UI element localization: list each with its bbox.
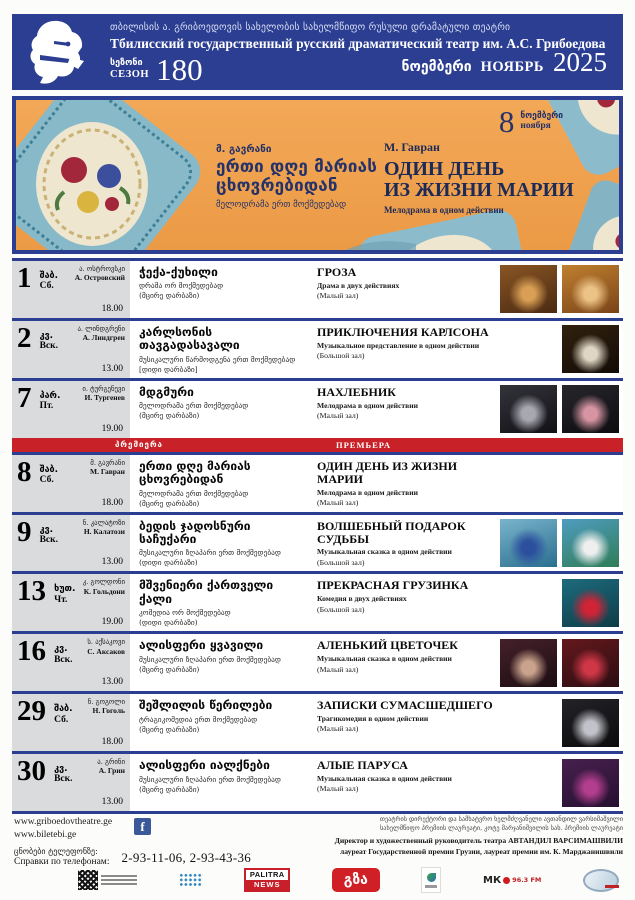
- date-cell: [12, 515, 130, 572]
- author-russian: М. Гавран: [90, 466, 125, 476]
- director-georgian-line2: სახელმწიფო პრემიის ლაურეატი, კოტე მარჯანიშვილის სახ. პრემიის ლაურეატი: [380, 824, 623, 832]
- genre-georgian: კომედია ორ მოქმედებად: [139, 608, 231, 618]
- genre-georgian: მუსიკალური ზღაპარი ერთ მოქმედებად: [139, 654, 281, 664]
- date-cell: [12, 574, 130, 631]
- weekday-russian: Сб.: [39, 281, 54, 292]
- photo-strip: [500, 694, 623, 751]
- weekday-russian: Вск.: [54, 774, 73, 785]
- hall-russian: (Малый зал): [317, 497, 359, 507]
- schedule-row: [12, 631, 623, 691]
- photo-strip: [500, 574, 623, 631]
- performance-photo: [500, 519, 557, 567]
- hall-russian: (Малый зал): [317, 784, 359, 794]
- weekday: [40, 271, 58, 292]
- genre-russian: Трагикомедия в одном действии: [317, 714, 429, 724]
- hall-georgian: (მცირე დარბაზი): [139, 411, 200, 421]
- title-cell-russian: [313, 261, 500, 318]
- featured-banner: [12, 96, 623, 254]
- schedule-row: [12, 751, 623, 811]
- director-russian-line1: Директор и художественный руководитель театра АВТАНДИЛ ВАРСИМАШВИЛИ: [334, 836, 623, 845]
- photo-strip: [500, 261, 623, 318]
- author: [97, 758, 125, 775]
- weekday-georgian: კვ.: [39, 524, 54, 535]
- weekday: [40, 331, 58, 352]
- featured-date: [499, 106, 563, 137]
- season-number: 180: [156, 52, 203, 87]
- author-georgian: მ. გავრანი: [90, 458, 125, 467]
- genre-russian: Музыкальная сказка в одном действии: [317, 654, 452, 664]
- title-cell-georgian: [130, 754, 313, 811]
- date-number: 30: [17, 755, 46, 788]
- author-georgian: ა. ოსტროვსკი: [79, 265, 125, 273]
- weekday-georgian: ხუთ.: [54, 584, 76, 595]
- weekday: [40, 525, 58, 546]
- genre-russian: Мелодрама в одном действии: [317, 487, 419, 497]
- weekday: [54, 704, 72, 725]
- photo-strip: [500, 754, 623, 811]
- title-russian: АЛЫЕ ПАРУСА: [317, 758, 408, 773]
- hall-georgian: (დიდი დარბაზი): [139, 618, 198, 628]
- author-georgian: კ. გოლდონი: [82, 578, 125, 587]
- palitra-news-logo: [244, 868, 290, 892]
- title-georgian: ალისფერი იალქნები: [139, 758, 270, 773]
- title-cell-georgian: [130, 321, 313, 378]
- date-cell: [12, 261, 130, 318]
- featured-title-russian-line2: ИЗ ЖИЗНИ МАРИИ: [384, 179, 574, 201]
- schedule: [12, 258, 623, 814]
- genre-georgian: დრამა ორ მოქმედებად: [139, 281, 224, 291]
- radio-frequency: 96.3 FM: [512, 876, 542, 884]
- date-number: 16: [17, 635, 46, 668]
- weekday-georgian: შაბ.: [39, 464, 59, 475]
- season-block: [110, 52, 203, 87]
- palitra-label: PALITRA: [246, 870, 288, 880]
- author-russian: А. Линдгрен: [82, 333, 125, 343]
- featured-author-russian: М. Гавран: [384, 140, 440, 154]
- facebook-icon[interactable]: f: [134, 818, 151, 835]
- author-russian: К. Гольдони: [83, 586, 125, 596]
- title-cell-russian: [313, 634, 500, 691]
- title-cell-georgian: [130, 515, 313, 572]
- weekday: [54, 584, 75, 605]
- theatre-name-georgian: თბილისის ა. გრიბოედოვის სახელობის სახელმწიფო რუსული დრამატული თეატრი: [110, 22, 511, 33]
- show-time: 13.00: [101, 677, 123, 688]
- partner-logos: [78, 866, 619, 894]
- author: [83, 578, 125, 595]
- author: [77, 325, 125, 342]
- title-russian: АЛЕНЬКИЙ ЦВЕТОЧЕК: [317, 638, 458, 653]
- date-cell: [12, 754, 130, 811]
- hall-russian: (Малый зал): [317, 291, 359, 301]
- photo-strip: [500, 515, 623, 572]
- show-time: 13.00: [101, 797, 123, 808]
- performance-photo: [500, 265, 557, 313]
- title-russian: ВОЛШЕБНЫЙ ПОДАРОК СУДЬБЫ: [317, 518, 466, 546]
- weekday-russian: Пт.: [39, 401, 54, 412]
- author: [83, 519, 125, 536]
- genre-georgian: ტრაგიკომედია ერთ მოქმედებად: [139, 714, 258, 724]
- weekday: [40, 391, 61, 412]
- hall-georgian: (მცირე დარბაზი): [139, 724, 200, 734]
- director-block: [283, 816, 623, 857]
- weekday-russian: Вск.: [39, 534, 58, 545]
- author: [90, 459, 125, 476]
- author-georgian: ა. გრინი: [97, 758, 125, 767]
- title-cell-russian: [313, 574, 500, 631]
- website-link-tickets[interactable]: www.biletebi.ge: [14, 829, 77, 840]
- weekday: [40, 465, 58, 486]
- hall-georgian: (მცირე დარბაზი): [139, 784, 200, 794]
- author-georgian: ნ. გოგოლი: [87, 698, 125, 707]
- featured-title-russian: [384, 159, 574, 201]
- hall-russian: (Большой зал): [317, 604, 365, 614]
- title-cell-georgian: [130, 455, 313, 512]
- author-russian: Н. Гоголь: [92, 706, 125, 716]
- date-number: 2: [17, 321, 32, 354]
- date-number: 9: [17, 515, 32, 548]
- date-number: 13: [17, 575, 46, 608]
- featured-date-day: 8: [498, 104, 515, 139]
- title-russian: ЗАПИСКИ СУМАСШЕДШЕГО: [317, 698, 493, 713]
- photo-strip: [500, 321, 623, 378]
- author-russian: А. Грин: [98, 766, 125, 776]
- schedule-row: [12, 318, 623, 378]
- news-label: NEWS: [253, 880, 281, 889]
- weekday: [54, 764, 72, 785]
- schedule-row: [12, 512, 623, 572]
- theatre-name-russian: Тбилисский государственный русский драматический театр им. А.С. Грибоедова: [110, 36, 606, 51]
- title-cell-georgian: [130, 574, 313, 631]
- director-georgian-line1: თეატრის დირექტორი და სამხატვრო ხელმძღვანელი ავთანდილ ვარსიმაშვილი: [379, 816, 623, 823]
- premiere-label-russian: ПРЕМЬЕРА: [336, 439, 392, 450]
- photo-strip: [500, 381, 623, 438]
- phone-numbers: 2-93-11-06, 2-93-43-36: [121, 849, 252, 865]
- radio-name: МК: [483, 874, 502, 886]
- hall-russian: (Большой зал): [317, 557, 365, 567]
- author-georgian: ნ. კალატოზი: [82, 518, 125, 527]
- title-russian: ПРИКЛЮЧЕНИЯ КАРЛСОНА: [317, 324, 489, 339]
- weekday-georgian: შაბ.: [54, 704, 73, 715]
- month-russian: НОЯБРЬ: [480, 59, 544, 75]
- schedule-row: [12, 571, 623, 631]
- hall-georgian: (მცირე დარბაზი): [139, 291, 200, 301]
- performance-photo: [562, 639, 619, 687]
- hall-russian: (Малый зал): [317, 724, 359, 734]
- featured-author-georgian: მ. გავრანი: [216, 144, 272, 155]
- weekday-russian: Сб.: [39, 475, 54, 486]
- weekday-georgian: კვ.: [39, 330, 54, 341]
- performance-photo: [562, 759, 619, 807]
- genre-russian: Драма в двух действиях: [317, 280, 400, 290]
- genre-georgian: მელოდრამა ერთ მოქმედებად: [139, 401, 249, 411]
- author-russian: И. Тургенев: [84, 392, 125, 402]
- author-russian: Н. Калатози: [83, 526, 125, 536]
- show-time: 18.00: [101, 737, 123, 748]
- hall-russian: (Малый зал): [317, 410, 359, 420]
- title-georgian: ერთი დღე მარიას ცხოვრებიდან: [139, 458, 251, 487]
- date-number: 29: [17, 695, 46, 728]
- performance-photo: [562, 519, 619, 567]
- show-time: 18.00: [101, 497, 123, 508]
- genre-russian: Музыкальная сказка в одном действии: [317, 547, 452, 557]
- title-georgian: მდგმური: [139, 384, 194, 399]
- season-label-russian: СЕЗОН: [110, 68, 150, 80]
- griboedov-silhouette-logo: [24, 19, 98, 85]
- performance-photo: [562, 325, 619, 373]
- weekday-georgian: პარ.: [39, 390, 61, 401]
- weekday-georgian: შაბ.: [39, 271, 59, 281]
- show-time: 19.00: [101, 617, 123, 628]
- performance-photo: [562, 265, 619, 313]
- hall-georgian: [დიდი დარბაზი]: [139, 364, 198, 374]
- year: 2025: [553, 47, 607, 77]
- title-russian: ОДИН ДЕНЬ ИЗ ЖИЗНИ МАРИИ: [317, 458, 458, 486]
- weekday-georgian: კვ.: [54, 644, 68, 655]
- author-georgian: ა. ლინდგრენი: [77, 324, 125, 333]
- performance-photo: [500, 385, 557, 433]
- featured-date-month-russian: ноября: [520, 121, 551, 132]
- featured-title-georgian-line1: ერთი დღე მარიას: [216, 157, 378, 177]
- title-cell-russian: [313, 455, 500, 512]
- title-georgian: ჭექა-ქუხილი: [139, 265, 218, 279]
- phones-label-georgian: ცნობები ტელეფონზე:: [14, 847, 98, 856]
- hall-russian: (Большой зал): [317, 351, 365, 361]
- featured-title-russian-line1: ОДИН ДЕНЬ: [384, 158, 505, 180]
- biletebi-dots-logo: [179, 873, 203, 887]
- footer: [12, 816, 623, 896]
- title-cell-georgian: [130, 261, 313, 318]
- genre-georgian: მელოდრამა ერთ მოქმედებად: [139, 488, 249, 498]
- premiere-label-georgian: პრემიერა: [115, 439, 163, 449]
- header: [12, 14, 623, 90]
- featured-genre-georgian: მელოდრამა ერთ მოქმედებად: [216, 200, 347, 211]
- date-cell: [12, 381, 130, 438]
- title-cell-russian: [313, 694, 500, 751]
- show-time: 13.00: [101, 557, 123, 568]
- author-russian: А. Островский: [74, 273, 125, 283]
- month-georgian: ნოემბერი: [401, 59, 472, 75]
- show-time: 19.00: [101, 423, 123, 434]
- show-time: 13.00: [101, 363, 123, 374]
- director-russian-line2: лауреат Государственной премии Грузии, лауреат премии им. К. Марджанишвили: [340, 846, 623, 856]
- genre-russian: Комедия в двух действиях: [317, 594, 407, 604]
- date-number: 7: [17, 381, 32, 414]
- month-block: [402, 47, 608, 78]
- hall-georgian: (დიდი დარბაზი): [139, 558, 198, 568]
- hall-russian: (Малый зал): [317, 664, 359, 674]
- featured-title-russian-block: [384, 140, 574, 215]
- season-label-georgian: სეზონი: [110, 58, 143, 68]
- weekday-russian: Вск.: [54, 654, 73, 665]
- date-number: 1: [17, 262, 32, 294]
- performance-photo: [562, 579, 619, 627]
- ministry-logo: [78, 870, 137, 890]
- schedule-row: [12, 258, 623, 318]
- title-cell-georgian: [130, 634, 313, 691]
- schedule-row: [12, 452, 623, 512]
- hall-georgian: (მცირე დარბაზი): [139, 498, 200, 508]
- title-cell-georgian: [130, 694, 313, 751]
- show-time: 18.00: [101, 303, 123, 314]
- weekday-russian: Чт.: [54, 594, 68, 605]
- radio-fm-logo: [483, 875, 541, 886]
- title-russian: ПРЕКРАСНАЯ ГРУЗИНКА: [317, 578, 469, 593]
- title-georgian: შეშლილის წერილები: [139, 698, 273, 713]
- author-georgian: ს. აქსაკოვი: [87, 638, 125, 647]
- partner-oval-logo: [583, 869, 619, 892]
- weekday-russian: Вск.: [39, 341, 58, 352]
- featured-title-georgian-block: [216, 144, 377, 210]
- genre-russian: Мелодрама в одном действии: [317, 400, 419, 410]
- photo-strip: [500, 455, 623, 512]
- gza-logo: გზა: [332, 868, 380, 892]
- title-cell-georgian: [130, 381, 313, 438]
- date-cell: [12, 634, 130, 691]
- featured-title-georgian-line2: ცხოვრებიდან: [216, 176, 338, 197]
- author: [88, 698, 125, 715]
- performance-photo: [562, 699, 619, 747]
- performance-photo: [562, 385, 619, 433]
- genre-russian: Музыкальная сказка в одном действии: [317, 774, 452, 784]
- schedule-row: [12, 691, 623, 751]
- hall-georgian: (მცირე დარბაზი): [139, 664, 200, 674]
- title-russian: ГРОЗА: [317, 265, 357, 279]
- phones-label-russian: Справки по телефонам:: [14, 857, 110, 867]
- genre-russian: Музыкальное представление в одном действии: [317, 340, 480, 350]
- performance-photo: [500, 639, 557, 687]
- author: [82, 385, 125, 402]
- date-cell: [12, 455, 130, 512]
- date-cell: [12, 694, 130, 751]
- title-georgian: კარლსონის თავგადასავალი: [139, 324, 240, 353]
- genre-georgian: მუსიკალური ზღაპარი ერთ მოქმედებად: [139, 548, 281, 558]
- title-cell-russian: [313, 381, 500, 438]
- title-georgian: მშვენიერი ქართველი ქალი: [139, 578, 274, 606]
- title-russian: НАХЛЕБНИК: [317, 384, 396, 399]
- author-russian: С. Аксаков: [87, 646, 125, 656]
- title-cell-russian: [313, 515, 500, 572]
- author: [75, 265, 125, 282]
- title-cell-russian: [313, 754, 500, 811]
- title-georgian: ალისფერი ყვავილი: [139, 638, 264, 653]
- genre-georgian: მუსიკალური წარმოდგენა ერთ მოქმედებად: [139, 354, 296, 364]
- website-link-theatre[interactable]: www.griboedovtheatre.ge: [14, 817, 113, 827]
- featured-date-month-georgian: ნოემბერი: [520, 111, 563, 121]
- date-number: 8: [17, 455, 32, 488]
- weekday: [54, 644, 72, 665]
- weekday-russian: Сб.: [54, 714, 69, 725]
- photo-strip: [500, 634, 623, 691]
- date-cell: [12, 321, 130, 378]
- author-georgian: ი. ტურგენევი: [82, 384, 125, 393]
- featured-genre-russian: Мелодрама в одном действии: [384, 205, 504, 215]
- partner-bird-logo: [421, 867, 441, 893]
- genre-georgian: მუსიკალური ზღაპარი ერთ მოქმედებად: [139, 774, 281, 784]
- title-cell-russian: [313, 321, 500, 378]
- schedule-row: [12, 378, 623, 438]
- weekday-georgian: კვ.: [54, 764, 68, 775]
- author: [87, 638, 125, 655]
- title-georgian: ბედის ჯადოსნური საჩუქარი: [139, 518, 251, 546]
- premiere-band: [12, 438, 623, 452]
- featured-title-georgian: [216, 158, 377, 196]
